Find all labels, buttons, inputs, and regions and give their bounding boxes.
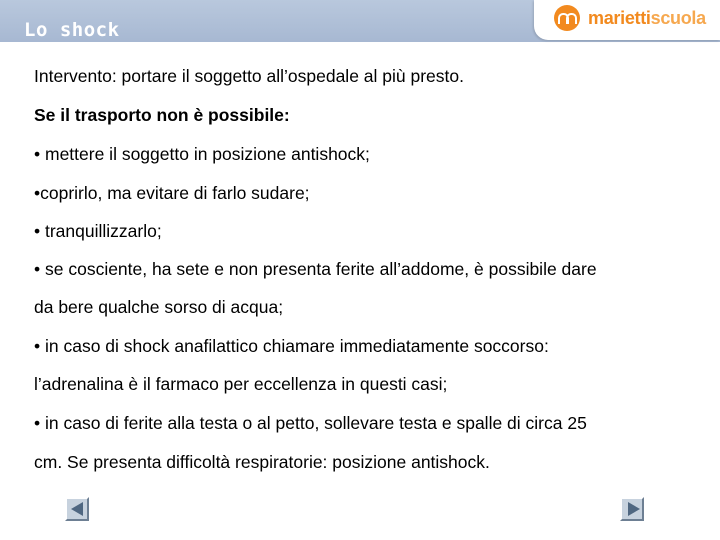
bullet-line-5: • in caso di shock anafilattico chiamare immediatamente soccorso:	[34, 336, 549, 356]
previous-slide-button[interactable]	[65, 497, 89, 521]
publisher-logo	[534, 0, 720, 40]
bullet-line-1: • mettere il soggetto in posizione antishock;	[34, 144, 370, 164]
bullet-line-6-cont: cm. Se presenta difficoltà respiratorie: posizione antishock.	[34, 452, 490, 472]
bullet-line-5-cont: l’adrenalina è il farmaco per eccellenza in questi casi;	[34, 374, 448, 394]
intro-label: Intervento	[34, 66, 112, 86]
intro-text: : portare il soggetto all’ospedale al più presto.	[111, 66, 464, 86]
subheading: Se il trasporto non è possibile:	[34, 105, 290, 125]
bullet-line-4-cont: da bere qualche sorso di acqua;	[34, 297, 284, 317]
logo-text	[588, 8, 706, 29]
slide-header	[0, 0, 720, 42]
logo-text-part1: marietti	[588, 8, 651, 28]
arrow-left-icon	[71, 502, 83, 516]
bullet-line-3: • tranquillizzarlo;	[34, 221, 162, 241]
logo-text-part2: scuola	[650, 8, 706, 28]
slide-title: Lo shock	[24, 19, 120, 41]
intro-line	[34, 66, 464, 87]
bullet-line-4: • se cosciente, ha sete e non presenta ferite all’addome, è possibile dare	[34, 259, 597, 279]
arrow-right-icon	[628, 502, 640, 516]
next-slide-button[interactable]	[620, 497, 644, 521]
bullet-line-2: •coprirlo, ma evitare di farlo sudare;	[34, 183, 310, 203]
logo-mark-icon	[554, 5, 580, 31]
bullet-line-6: • in caso di ferite alla testa o al petto, sollevare testa e spalle di circa 25	[34, 413, 587, 433]
